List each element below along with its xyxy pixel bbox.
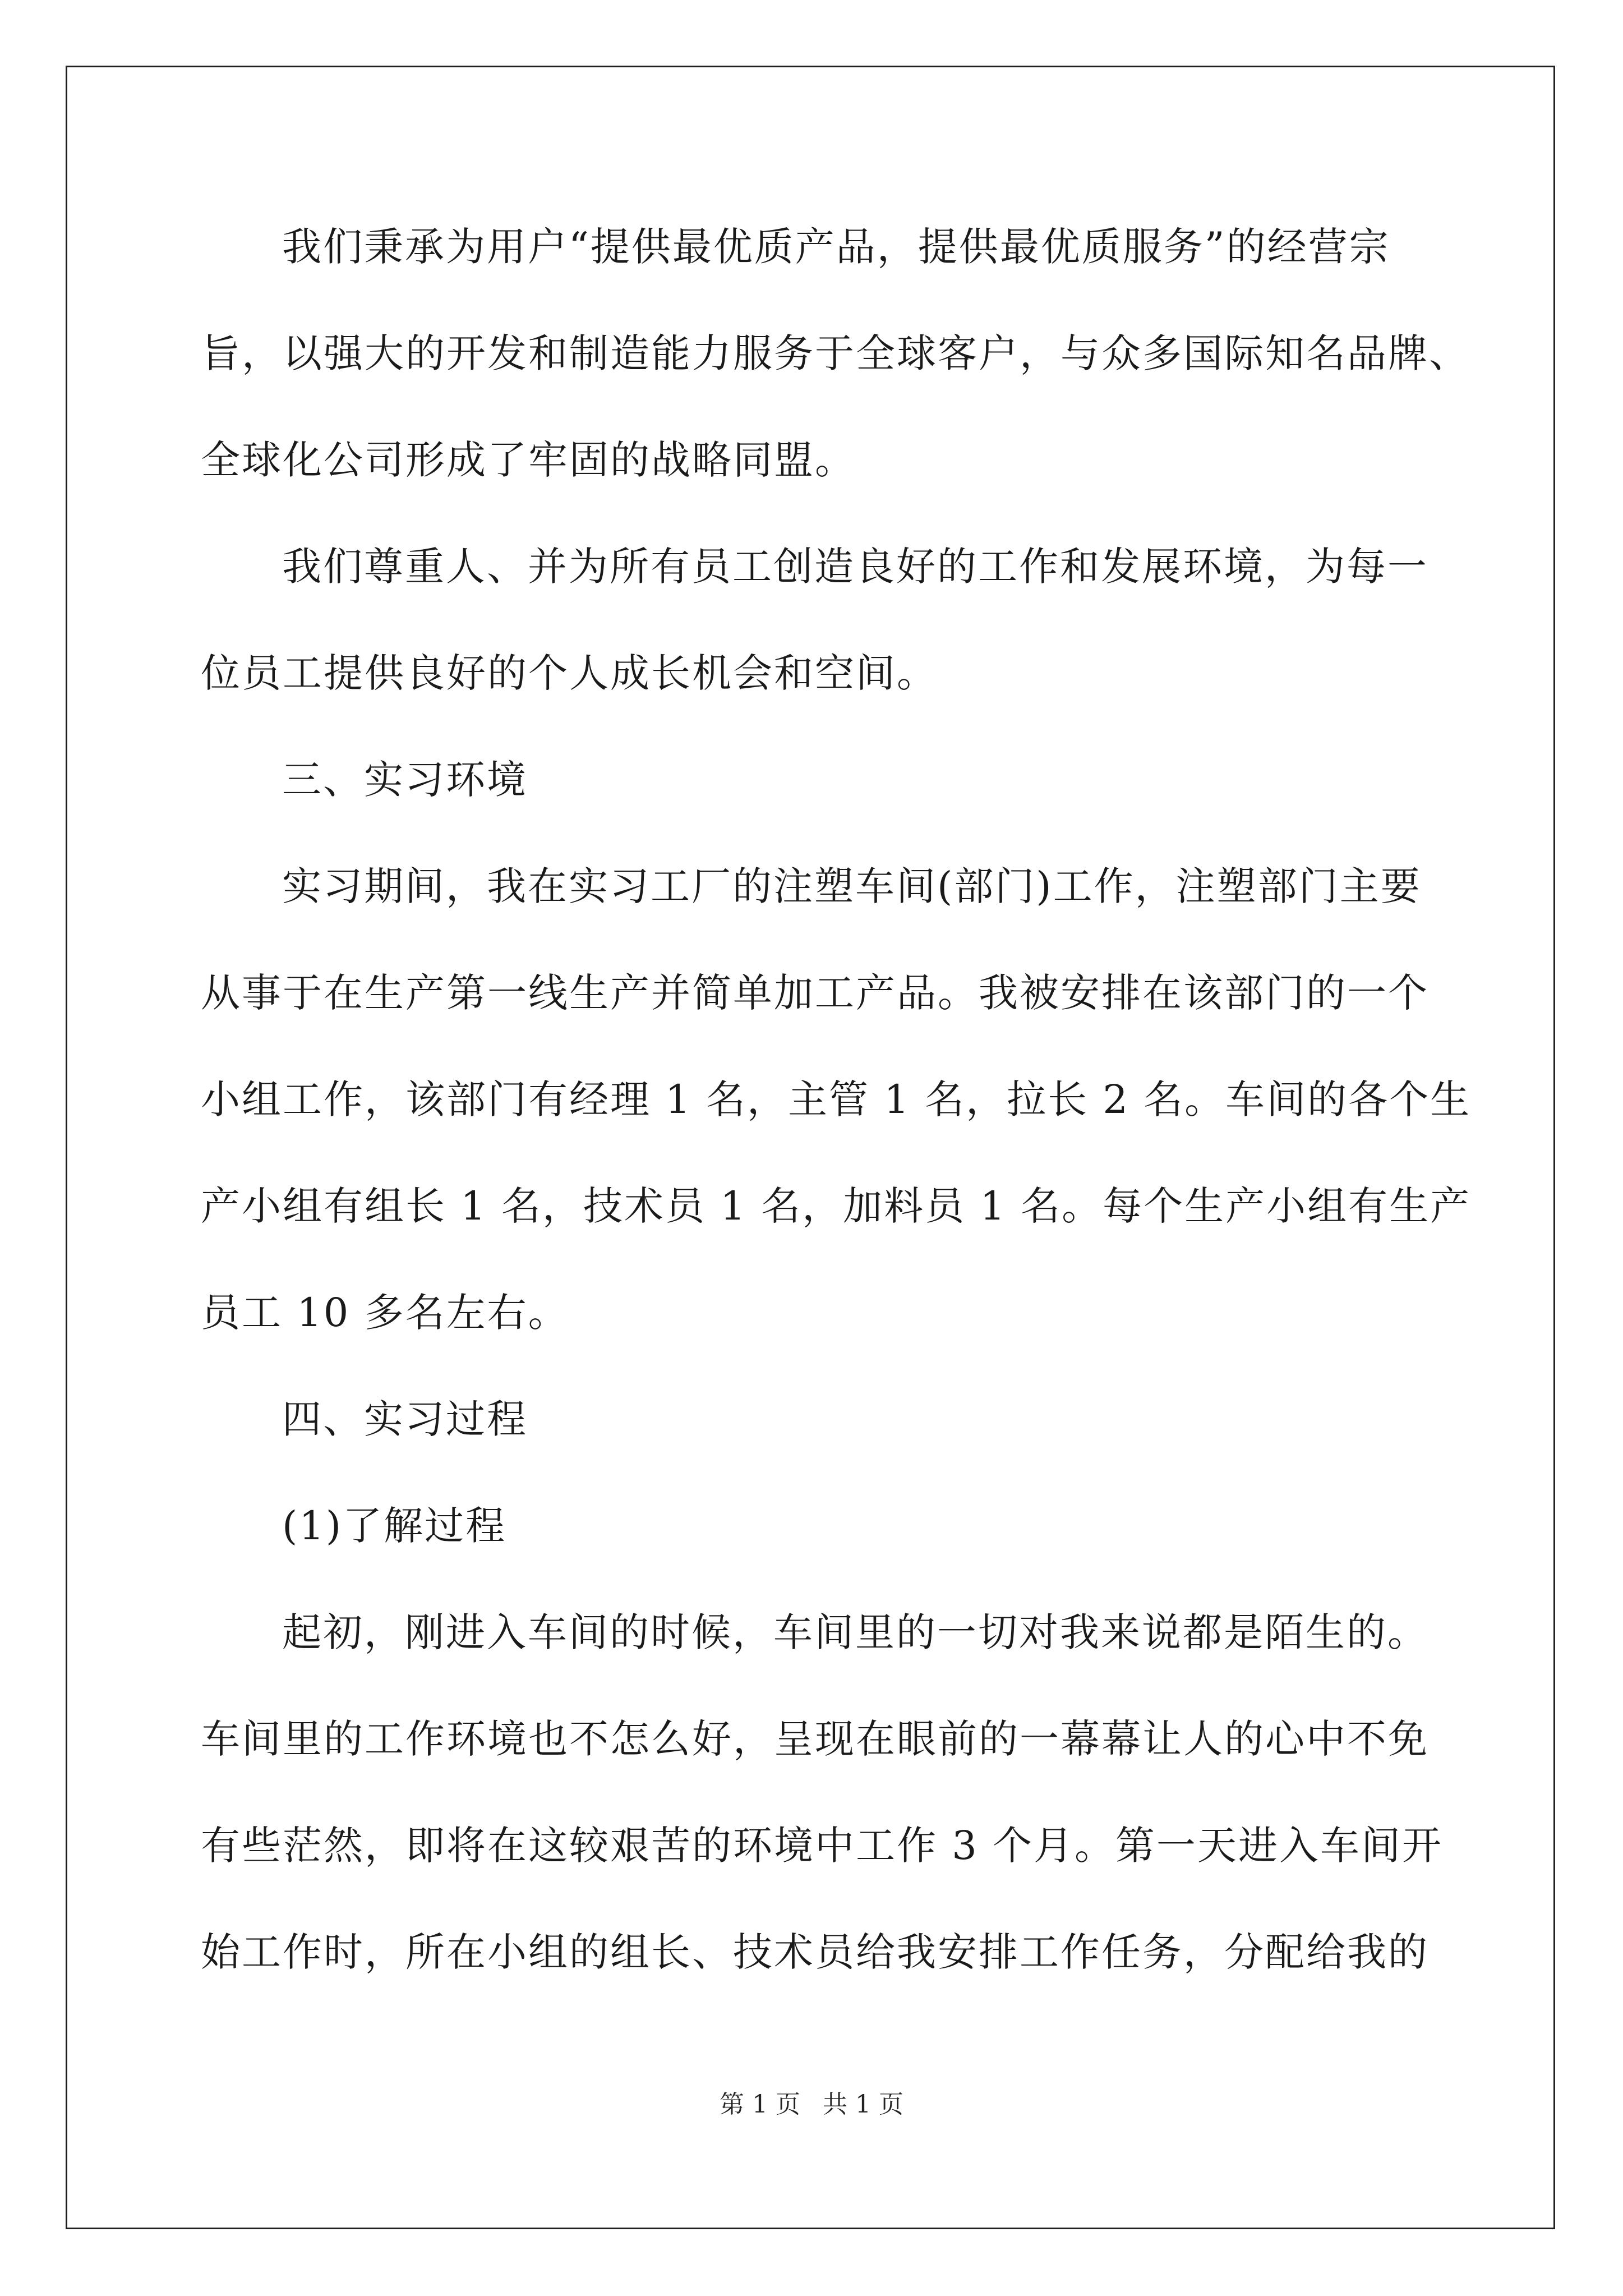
paragraph-line: 旨，以强大的开发和制造能力服务于全球客户，与众多国际知名品牌、 — [201, 330, 1470, 376]
paragraph-line: 始工作时，所在小组的组长、技术员给我安排工作任务，分配给我的 — [201, 1929, 1429, 1975]
page-footer — [0, 2088, 1623, 2122]
document-body — [201, 216, 1472, 2028]
section-heading: 四、实习过程 — [282, 1396, 528, 1442]
paragraph-line: 我们秉承为用户“提供最优质产品，提供最优质服务”的经营宗 — [282, 224, 1390, 270]
paragraph-line: 有些茫然，即将在这较艰苦的环境中工作 3 个月。第一天进入车间开 — [201, 1823, 1444, 1869]
page-total: 共 1 页 — [823, 2090, 903, 2119]
paragraph-line: 实习期间，我在实习工厂的注塑车间(部门)工作，注塑部门主要 — [282, 863, 1422, 909]
section-heading: 三、实习环境 — [282, 757, 528, 803]
paragraph-line: 全球化公司形成了牢固的战略同盟。 — [201, 437, 856, 483]
subsection-heading: (1)了解过程 — [282, 1503, 507, 1549]
paragraph-line: 员工 10 多名左右。 — [201, 1290, 569, 1336]
paragraph-line: 位员工提供良好的个人成长机会和空间。 — [201, 650, 938, 696]
paragraph-line: 车间里的工作环境也不怎么好，呈现在眼前的一幕幕让人的心中不免 — [201, 1716, 1429, 1762]
paragraph-line: 从事于在生产第一线生产并简单加工产品。我被安排在该部门的一个 — [201, 970, 1429, 1016]
page-number: 第 1 页 — [720, 2090, 800, 2119]
paragraph-line: 我们尊重人、并为所有员工创造良好的工作和发展环境，为每一 — [282, 544, 1428, 590]
paragraph-line: 产小组有组长 1 名，技术员 1 名，加料员 1 名。每个生产小组有生产 — [201, 1183, 1472, 1229]
paragraph-line: 小组工作，该部门有经理 1 名，主管 1 名，拉长 2 名。车间的各个生 — [201, 1076, 1472, 1122]
paragraph-line: 起初，刚进入车间的时候，车间里的一切对我来说都是陌生的。 — [282, 1609, 1428, 1655]
